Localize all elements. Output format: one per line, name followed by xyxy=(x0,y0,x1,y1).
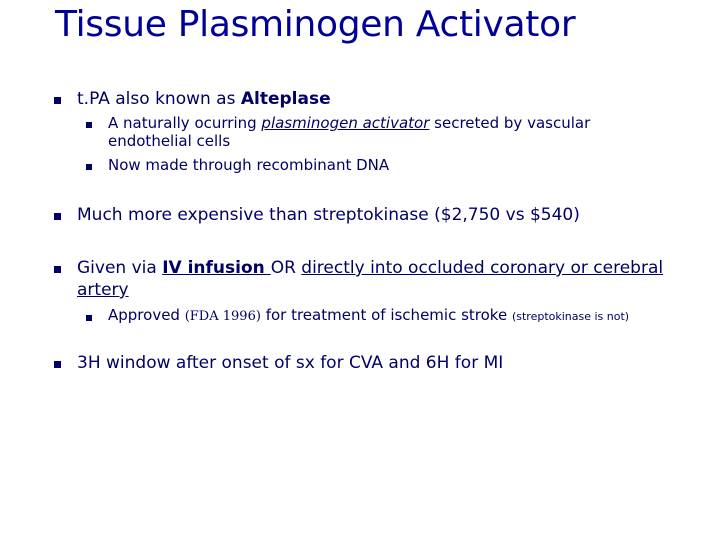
slide-title: Tissue Plasminogen Activator xyxy=(55,4,576,45)
sub-bullet-natural xyxy=(108,114,590,132)
given-via-prefix: Given via xyxy=(77,258,163,278)
iv-infusion-term: IV infusion xyxy=(162,258,271,278)
sub-bullet-natural-line2: endothelial cells xyxy=(108,132,231,150)
streptokinase-note: (streptokinase is not) xyxy=(511,310,630,323)
sub-bullet-recombinant: Now made through recombinant DNA xyxy=(108,156,390,174)
sub-bullet-natural-prefix: A naturally ocurring xyxy=(108,114,262,132)
bullet-expense: Much more expensive than streptokinase ($2,750 vs $540) xyxy=(77,205,580,225)
bullet-tpa-text: t.PA also known as xyxy=(77,89,241,109)
bullet-marker xyxy=(54,97,61,104)
bullet-marker xyxy=(54,266,61,273)
given-via-or: OR xyxy=(270,258,302,278)
alteplase-term: Alteplase xyxy=(240,89,331,109)
fda-note: (FDA 1996) xyxy=(184,309,261,324)
bullet-marker xyxy=(54,361,61,368)
sub-bullet-natural-suffix: secreted by vascular xyxy=(429,114,591,132)
bullet-given-via-line2: artery xyxy=(77,280,129,300)
sub-bullet-marker xyxy=(86,164,92,170)
sub-bullet-marker xyxy=(86,122,92,128)
bullet-tpa xyxy=(77,89,331,109)
bullet-given-via xyxy=(77,258,663,278)
approved-middle: for treatment of ischemic stroke xyxy=(260,306,512,324)
direct-occlusion-term: directly into occluded coronary or cerebral xyxy=(301,258,664,278)
sub-bullet-marker xyxy=(86,315,92,321)
bullet-marker xyxy=(54,213,61,220)
sub-bullet-approved xyxy=(108,306,629,324)
approved-prefix: Approved xyxy=(108,306,185,324)
plasminogen-activator-term: plasminogen activator xyxy=(261,114,430,132)
bullet-window: 3H window after onset of sx for CVA and 6H for MI xyxy=(77,353,504,373)
